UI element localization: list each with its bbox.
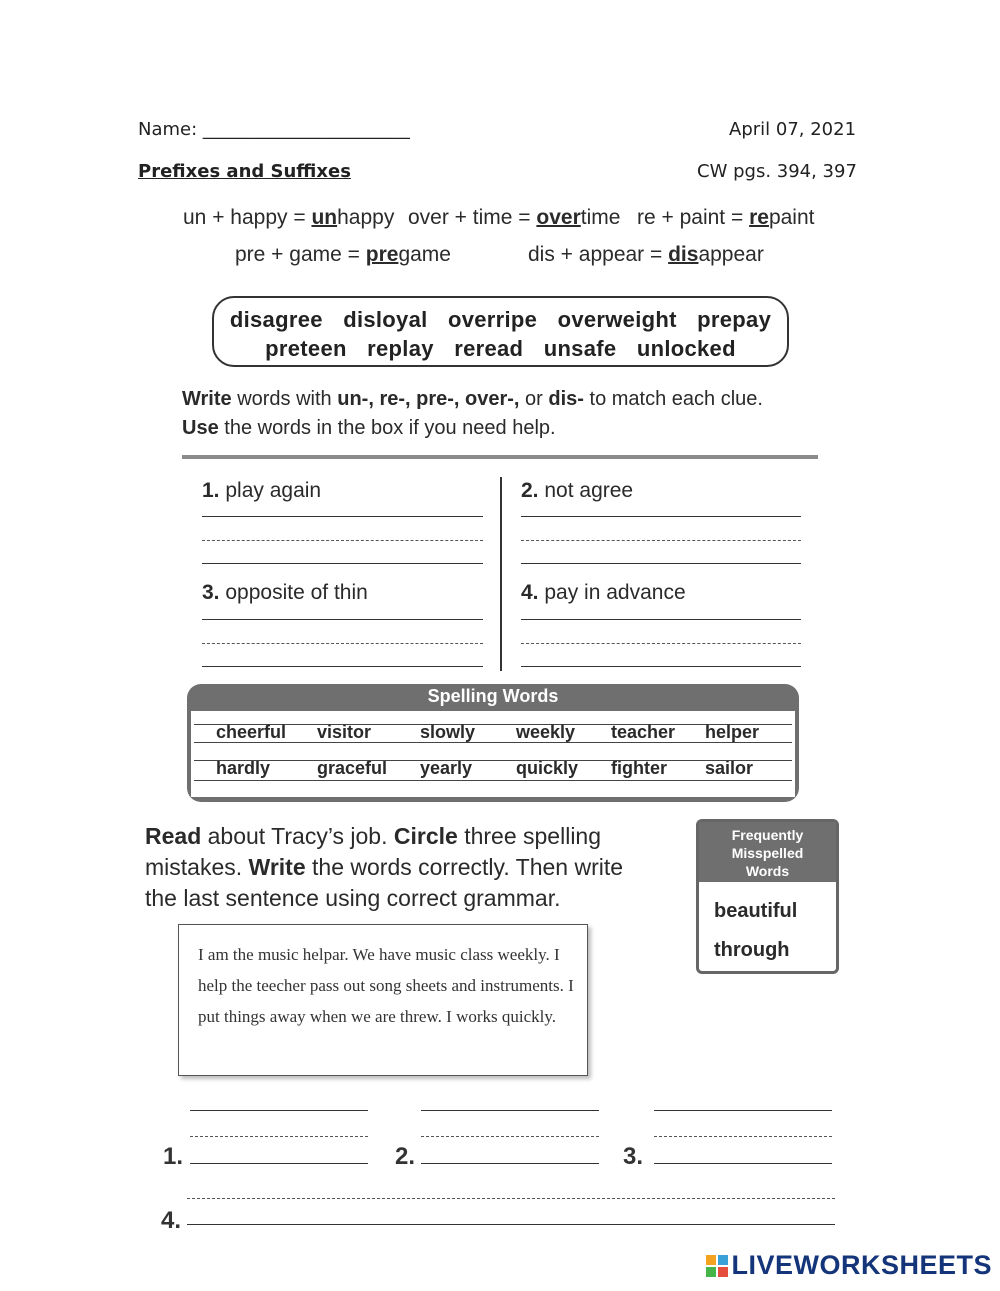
answer-number-2: 2.	[395, 1143, 416, 1170]
answer-guide-line	[202, 540, 483, 541]
answer-top-line-3	[654, 1110, 832, 1111]
example-over: over + time = overtime	[408, 206, 621, 229]
clue-3: 3. opposite of thin	[202, 581, 368, 604]
word-bank-box	[212, 296, 789, 367]
answer-line-2[interactable]	[521, 516, 801, 517]
word-bank-word: disloyal	[343, 307, 428, 332]
word-bank-word: overweight	[557, 307, 677, 332]
word-bank-word: unlocked	[636, 336, 736, 361]
word-bank-word: replay	[367, 336, 434, 361]
example-un: un + happy = unhappy	[183, 206, 395, 229]
spelling-word: quickly	[516, 758, 579, 778]
date: April 07, 2021	[729, 119, 857, 140]
spelling-word: sailor	[705, 758, 754, 778]
tracy-passage-box	[178, 924, 588, 1076]
proofreading-instructions: Read about Tracy’s job. Circle three spelling mistakes. Write the words correctly. Then write the last sentence using correct grammar.	[145, 823, 624, 911]
answer-line-1[interactable]	[202, 516, 483, 517]
misspelled-word-through: through	[714, 939, 790, 961]
answer-top-line-2	[421, 1110, 599, 1111]
answer-top-line-1	[190, 1110, 368, 1111]
answer-guide-line	[654, 1136, 832, 1137]
spelling-word: hardly	[216, 758, 271, 778]
answer-line-4-base	[521, 666, 801, 667]
answer-guide-line	[202, 643, 483, 644]
answer-blank-1[interactable]	[190, 1163, 368, 1164]
word-bank-word: preteen	[265, 336, 347, 361]
answer-line-2-base	[521, 563, 801, 564]
clue-4: 4. pay in advance	[521, 581, 686, 604]
spelling-word: yearly	[420, 758, 473, 778]
answer-number-1: 1.	[163, 1143, 184, 1170]
frequently-misspelled-title: Frequently Misspelled Words	[699, 822, 836, 882]
spelling-word: weekly	[516, 722, 576, 742]
spelling-word: slowly	[420, 722, 476, 742]
misspelled-word-beautiful: beautiful	[714, 900, 798, 922]
answer-guide-line	[521, 643, 801, 644]
answer-line-4[interactable]	[521, 619, 801, 620]
word-bank-word: unsafe	[543, 336, 617, 361]
word-bank-word: disagree	[229, 307, 323, 332]
spelling-word: fighter	[611, 758, 667, 778]
name-blank[interactable]: _______________________	[202, 119, 410, 140]
answer-guide-line	[421, 1136, 599, 1137]
example-re: re + paint = repaint	[637, 206, 815, 229]
example-dis: dis + appear = disappear	[528, 243, 764, 266]
clue-1: 1. play again	[202, 479, 322, 502]
name-label: Name: _______________________	[138, 119, 410, 140]
word-bank-word: overripe	[447, 307, 538, 332]
word-bank-word: reread	[454, 336, 524, 361]
frequently-misspelled-box	[696, 819, 839, 974]
word-bank-row-2	[214, 336, 787, 362]
section-divider	[182, 455, 818, 459]
sentence-guide-line	[187, 1198, 835, 1199]
spelling-word: cheerful	[216, 722, 287, 742]
clue-column-divider	[500, 477, 502, 671]
page-reference: CW pgs. 394, 397	[697, 161, 857, 182]
worksheet-title: Prefixes and Suffixes	[138, 161, 351, 182]
sentence-answer-line[interactable]	[187, 1224, 835, 1225]
answer-line-1-base	[202, 563, 483, 564]
answer-guide-line	[521, 540, 801, 541]
liveworksheets-logo-icon	[706, 1253, 728, 1275]
answer-guide-line	[190, 1136, 368, 1137]
prefix-instructions: Write words with un-, re-, pre-, over-, or dis- to match each clue. Use the words in the box if you need help.	[182, 388, 763, 439]
answer-number-4: 4.	[161, 1207, 182, 1234]
answer-line-3[interactable]	[202, 619, 483, 620]
spelling-word: visitor	[317, 722, 372, 742]
spelling-words-title: Spelling Words	[427, 686, 559, 706]
liveworksheets-logo[interactable]: LIVEWORKSHEETS	[706, 1250, 992, 1281]
answer-blank-2[interactable]	[421, 1163, 599, 1164]
spelling-words-box	[187, 684, 799, 802]
answer-blank-3[interactable]	[654, 1163, 832, 1164]
word-bank-word: prepay	[697, 307, 772, 332]
answer-number-3: 3.	[623, 1143, 644, 1170]
clue-2: 2. not agree	[521, 479, 634, 502]
word-bank-row-1	[214, 307, 787, 333]
example-pre: pre + game = pregame	[235, 243, 451, 266]
spelling-word: graceful	[317, 758, 388, 778]
tracy-passage-text: I am the music helpar. We have music class weekly. I help the teecher pass out song sheets and instruments. I put things away when we are threw. I works quickly.	[198, 945, 574, 1026]
answer-line-3-base	[202, 666, 483, 667]
spelling-word: teacher	[611, 722, 676, 742]
spelling-word: helper	[705, 722, 760, 742]
